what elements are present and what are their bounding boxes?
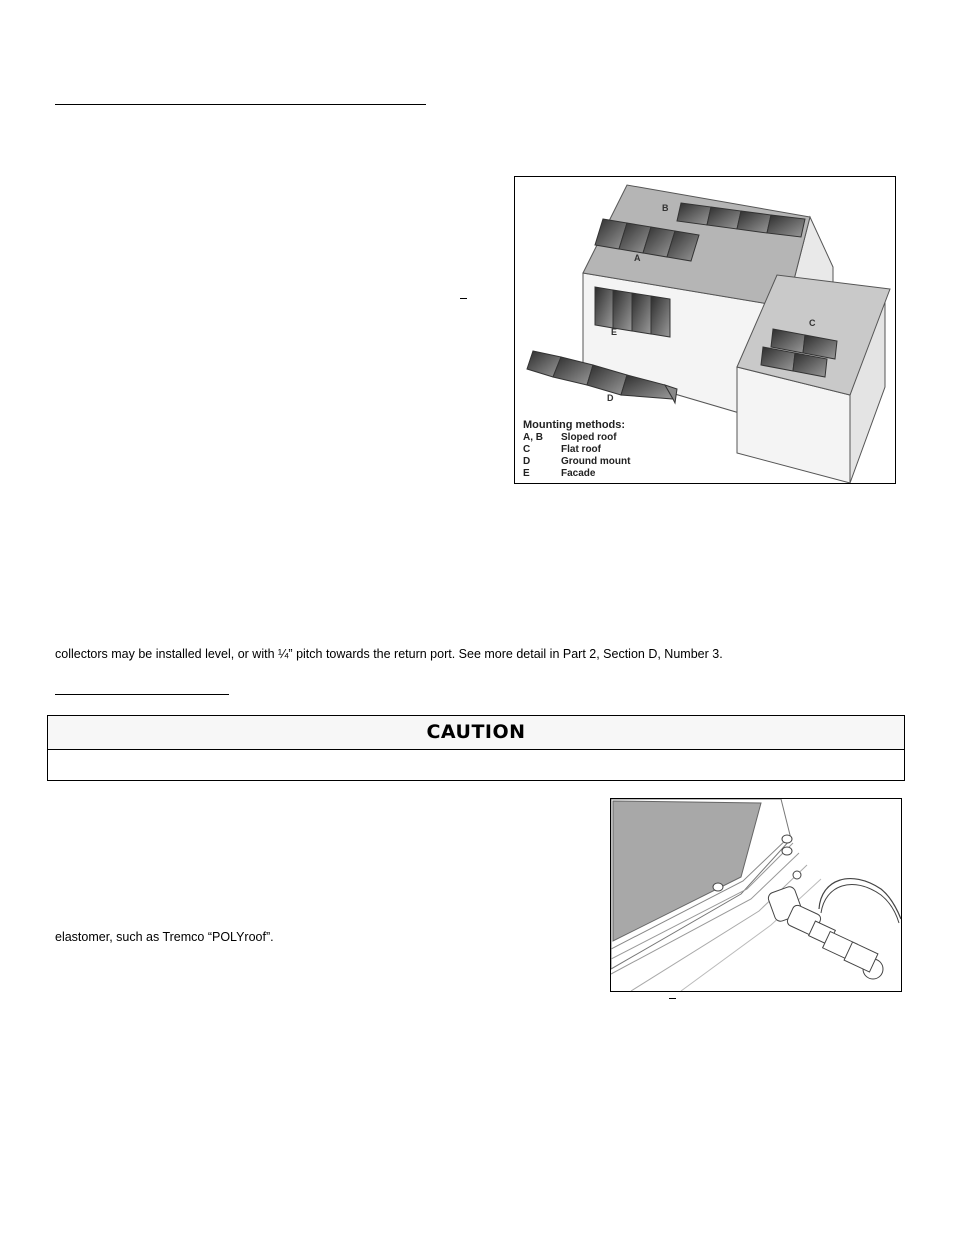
legend-value: Sloped roof xyxy=(561,432,617,443)
caution-title: CAUTION xyxy=(48,716,904,750)
legend-row xyxy=(523,456,630,468)
legend-key: D xyxy=(523,456,531,467)
label-d: D xyxy=(607,393,614,403)
label-a: A xyxy=(634,253,641,263)
mounting-methods-figure xyxy=(514,176,896,484)
return-port-fitting xyxy=(767,885,883,979)
caution-box xyxy=(47,715,905,781)
legend-key: A, B xyxy=(523,432,543,443)
bolt-icon xyxy=(713,883,723,891)
legend-row xyxy=(523,468,630,480)
body-paragraph-elastomer: elastomer, such as Tremco “POLYroof”. xyxy=(55,930,274,944)
subsection-heading-underline xyxy=(55,694,229,695)
legend-value: Ground mount xyxy=(561,456,631,467)
legend-row xyxy=(523,432,630,444)
mounting-methods-legend xyxy=(523,419,630,480)
legend-value: Flat roof xyxy=(561,444,601,455)
body-paragraph-pitch: collectors may be installed level, or with ¼” pitch towards the return port. See more detail in Part 2, Section D, Number 3. xyxy=(55,647,723,661)
collector-port-figure xyxy=(610,798,902,992)
legend-title: Mounting methods: xyxy=(523,419,626,431)
bolt-icon xyxy=(782,835,792,843)
legend-value: Facade xyxy=(561,468,596,479)
legend-key: C xyxy=(523,444,531,455)
label-c: C xyxy=(809,318,816,328)
stray-dash-mark xyxy=(460,298,467,299)
sensor-clamp-icon xyxy=(793,871,801,879)
stray-dash-mark xyxy=(669,998,676,999)
label-b: B xyxy=(662,203,669,213)
legend-row xyxy=(523,444,630,456)
section-heading-underline xyxy=(55,104,426,105)
collector-port-illustration xyxy=(611,799,901,991)
bolt-icon xyxy=(782,847,792,855)
legend-key: E xyxy=(523,468,530,479)
label-e: E xyxy=(611,327,618,337)
